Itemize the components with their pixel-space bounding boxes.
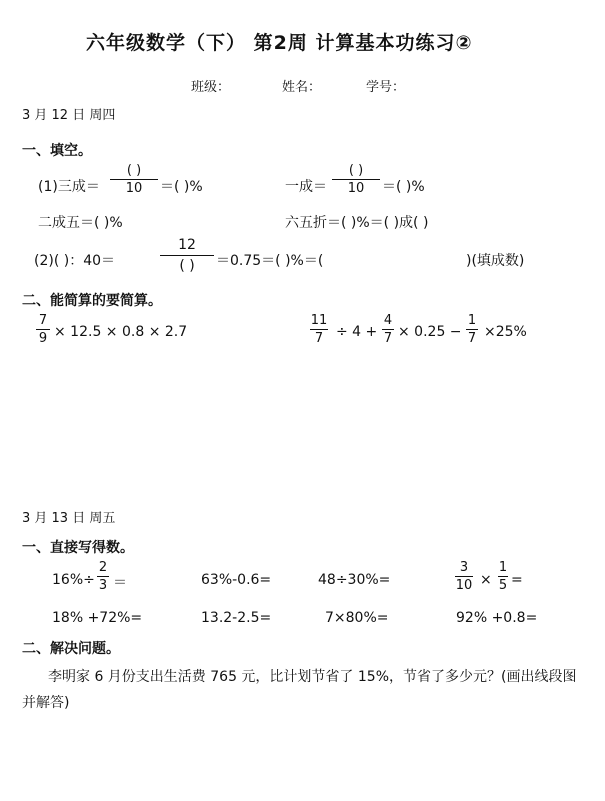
e2-denominator-1: 7 xyxy=(314,331,324,346)
r2c1: 18% +72%= xyxy=(52,610,143,626)
r1c4-op: × xyxy=(480,572,492,588)
q1b-numerator: ( ) xyxy=(348,163,364,178)
section-mental-math-heading: 一、直接写得数。 xyxy=(22,540,134,556)
q2b-text: 六五折＝( )%＝( )成( ) xyxy=(285,215,429,231)
r2c3: 7×80%= xyxy=(325,610,389,626)
r1c4-denominator-2: 5 xyxy=(498,578,508,593)
q3-tail: ＝0.75＝( )%＝( xyxy=(216,253,324,269)
page-title: 六年级数学（下） 第2周 计算基本功练习② xyxy=(86,32,473,54)
student-id-label: 学号： xyxy=(366,80,406,95)
r1c4-fraction-1 xyxy=(455,561,473,592)
name-label: 姓名： xyxy=(282,80,322,95)
r2c2: 13.2-2.5= xyxy=(201,610,272,626)
r2c4: 92% +0.8= xyxy=(456,610,538,626)
q1b-lead: 一成＝ xyxy=(285,179,327,195)
q2a-text: 二成五＝( )% xyxy=(38,215,123,231)
word-problem-text: 李明家 6 月份支出生活费 765 元，比计划节省了 15%，节省了多少元？(画出线段图并解答) xyxy=(22,669,577,711)
e2-op2: × 0.25 − xyxy=(398,324,462,340)
class-label: 班级： xyxy=(191,80,231,95)
r1c4-numerator-2: 1 xyxy=(498,560,508,575)
e2-numerator-1: 11 xyxy=(310,313,328,328)
r1c1-lead: 16%÷ xyxy=(52,572,95,588)
e1-denominator: 9 xyxy=(38,331,48,346)
r1c1-denominator: 3 xyxy=(98,578,108,593)
q1a-tail: ＝( )% xyxy=(160,179,203,195)
q3-numerator: 12 xyxy=(178,237,196,253)
e2-fraction-2 xyxy=(382,314,394,345)
e2-numerator-2: 4 xyxy=(383,313,393,328)
e2-numerator-3: 1 xyxy=(467,313,477,328)
e2-fraction-1 xyxy=(310,314,328,345)
e1-expression: × 12.5 × 0.8 × 2.7 xyxy=(54,324,188,340)
q3-denominator: ( ) xyxy=(179,258,195,274)
e1-numerator: 7 xyxy=(38,313,48,328)
e2-denominator-3: 7 xyxy=(467,331,477,346)
r1c1-tail: ＝ xyxy=(113,575,127,591)
q1a-denominator: 10 xyxy=(125,181,143,196)
section-word-problem-heading: 二、解决问题。 xyxy=(22,641,120,657)
r1c1-numerator: 2 xyxy=(98,560,108,575)
q1b-fraction xyxy=(332,164,380,195)
r1c4-fraction-2 xyxy=(498,561,508,592)
r1c4-denominator-1: 10 xyxy=(455,578,473,593)
q3-fraction xyxy=(160,238,214,273)
q3-lead: (2)( )：40＝ xyxy=(34,253,116,269)
date-day1: 3 月 12 日 周四 xyxy=(22,108,116,123)
q1b-tail: ＝( )% xyxy=(382,179,425,195)
q1a-lead: (1)三成＝ xyxy=(38,179,100,195)
e2-op3: ×25% xyxy=(484,324,527,340)
q3-end: )(填成数) xyxy=(466,253,525,269)
section-fill-blank-heading: 一、填空。 xyxy=(22,143,92,159)
e1-fraction xyxy=(36,314,50,345)
q1a-numerator: ( ) xyxy=(126,163,142,178)
r1c3: 48÷30%= xyxy=(318,572,391,588)
q1a-fraction xyxy=(110,164,158,195)
e2-denominator-2: 7 xyxy=(383,331,393,346)
e2-op1: ÷ 4 + xyxy=(336,324,378,340)
r1c4-numerator-1: 3 xyxy=(459,560,469,575)
date-day2: 3 月 13 日 周五 xyxy=(22,511,116,526)
r1c4-tail: = xyxy=(511,572,523,588)
section-simplify-heading: 二、能简算的要简算。 xyxy=(22,293,162,309)
r1c2: 63%-0.6= xyxy=(201,572,272,588)
e2-fraction-3 xyxy=(466,314,478,345)
q1b-denominator: 10 xyxy=(347,181,365,196)
r1c1-fraction xyxy=(97,561,109,592)
